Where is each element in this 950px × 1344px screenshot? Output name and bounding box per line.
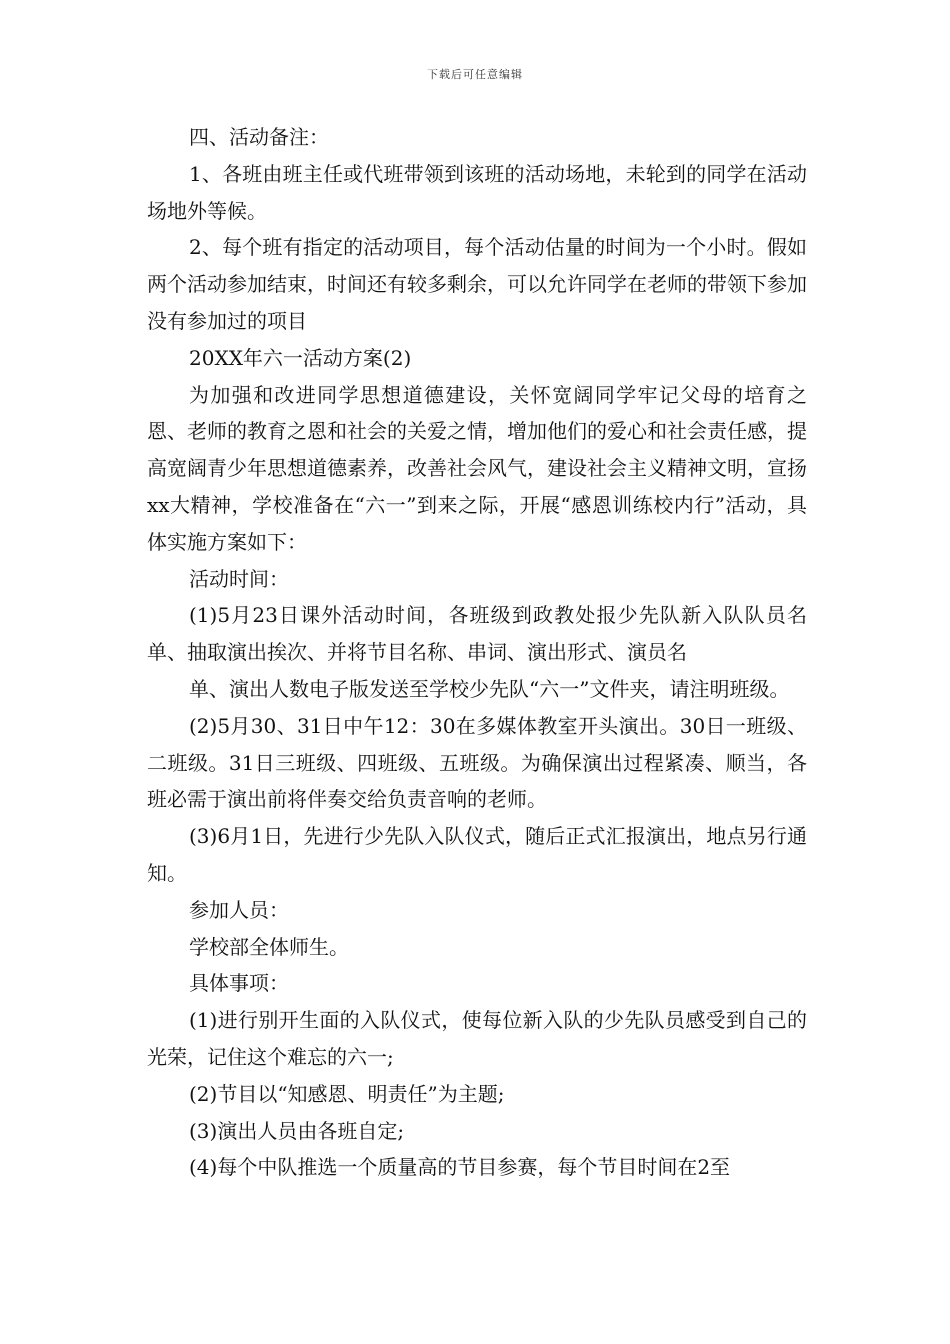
paragraph-time-3: (3)6月1日，先进行少先队入队仪式，随后正式汇报演出，地点另行通知。: [147, 824, 807, 885]
paragraph-note-1: 1、各班由班主任或代班带领到该班的活动场地，未轮到的同学在活动场地外等候。: [147, 161, 807, 223]
paragraph-detail-1: (1)进行别开生面的入队仪式，使每位新入队的少先队员感受到自己的光荣，记住这个难忘的六一;: [147, 1008, 807, 1069]
paragraph-detail-4: (4)每个中队推选一个质量高的节目参赛，每个节目时间在2至: [189, 1155, 731, 1180]
paragraph-detail-3: (3)演出人员由各班自定;: [189, 1118, 405, 1143]
heading-activity-time: 活动时间：: [189, 566, 289, 591]
heading-details: 具体事项：: [189, 971, 289, 996]
page-header: 下载后可任意编辑: [427, 68, 523, 81]
paragraph-time-2: (2)5月30、31日中午12：30在多媒体教室开头演出。30日一班级、二班级。31日三班级、四班级、五班级。为确保演出过程紧凑、顺当，各班必需于演出前将伴奏交给负责音响的老师。: [147, 713, 807, 812]
section-title: 20XX年六一活动方案(2): [189, 345, 412, 370]
paragraph-participants: 学校部全体师生。: [189, 934, 349, 959]
paragraph-note-2: 2、每个班有指定的活动项目，每个活动估量的时间为一个小时。假如两个活动参加结束，时间还有较多剩余，可以允许同学在老师的带领下参加没有参加过的项目: [147, 235, 807, 333]
paragraph-time-1-continued: 单、演出人数电子版发送至学校少先队“六一”文件夹，请注明班级。: [189, 676, 790, 701]
paragraph-activity-notes-heading: 四、活动备注：: [189, 125, 329, 149]
document-body: [147, 119, 807, 1186]
paragraph-time-1: (1)5月23日课外活动时间，各班级到政教处报少先队新入队队员名单、抽取演出挨次、并将节目名称、串词、演出形式、演员名: [147, 603, 807, 665]
paragraph-intro: 为加强和改进同学思想道德建设，关怀宽阔同学牢记父母的培育之恩、老师的教育之恩和社会的关爱之情，增加他们的爱心和社会责任感，提高宽阔青少年思想道德素养，改善社会风气，建设社会主义精神文明，宣扬xx大精神，学校准备在“六一”到来之际，开展“感恩训练校内行”活动，具体实施方案如下：: [147, 382, 807, 554]
heading-participants: 参加人员：: [189, 897, 289, 922]
paragraph-detail-2: (2)节目以“知感恩、明责任”为主题;: [189, 1081, 505, 1106]
